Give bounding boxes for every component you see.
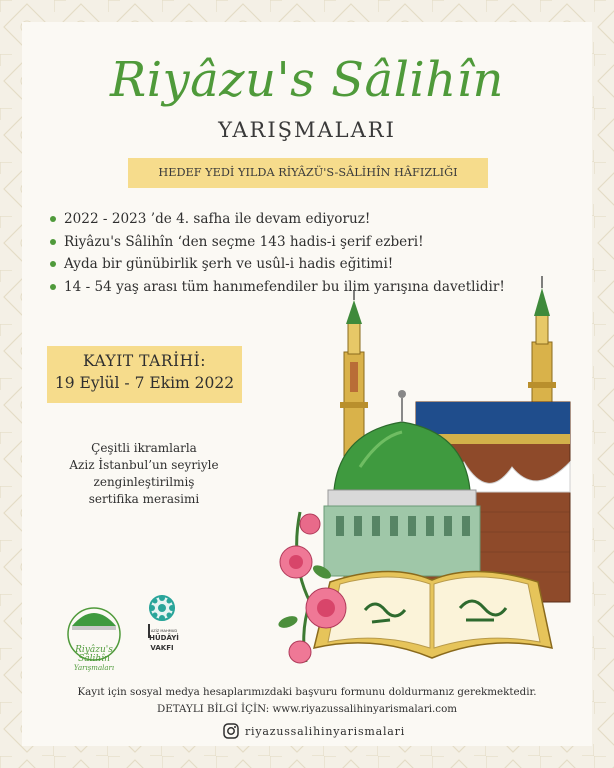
svg-text:VAKFI: VAKFI — [150, 644, 174, 652]
list-item: Riyâzu's Sâlihîn ‘den seçme 143 hadis-i şerif ezberi! — [50, 231, 505, 254]
list-item: 14 - 54 yaş arası tüm hanımefendiler bu ilim yarışına davetlidir! — [50, 276, 505, 299]
instagram-icon — [223, 723, 239, 739]
footer-website-link[interactable]: DETAYLI BİLGİ İÇİN: www.riyazussalihinyarismalari.com — [156, 703, 458, 715]
bullet-dot-icon — [50, 261, 56, 267]
ceremony-description: Çeşitli ikramlarla Aziz İstanbul’un seyriyle zenginleştirilmiş sertifika merasimi — [69, 441, 219, 506]
riyazus-salihin-logo — [64, 594, 124, 674]
subtitle: YARIŞMALARI — [218, 118, 396, 142]
svg-text:Yarışmaları: Yarışmaları — [73, 664, 115, 672]
registration-label: KAYIT TARİHİ: — [83, 352, 206, 370]
mosque-kaaba-illustration — [270, 262, 590, 672]
footer-info: Kayıt için sosyal medya hesaplarımızdaki başvuru formunu doldurmanız gerekmektedir. — [77, 686, 537, 698]
list-item: Ayda bir günübirlik şerh ve usûl-i hadis eğitimi! — [50, 253, 505, 276]
instagram-handle-text: riyazussalihinyarismalari — [245, 724, 406, 738]
open-quran-icon — [314, 571, 552, 658]
hudayi-vakfi-logo — [140, 592, 184, 654]
registration-dates: 19 Eylül - 7 Ekim 2022 — [54, 374, 235, 392]
registration-box — [47, 346, 242, 403]
list-item: 2022 - 2023 ’de 4. safha ile devam ediyoruz! — [50, 208, 505, 231]
svg-text:AZİZ MAHMUD: AZİZ MAHMUD — [150, 629, 178, 633]
bullet-dot-icon — [50, 284, 56, 290]
bullet-dot-icon — [50, 239, 56, 245]
title: Riyâzu's Sâlihîn — [110, 52, 504, 108]
svg-text:Riyâzu's: Riyâzu's — [75, 645, 113, 655]
goal-banner: HEDEF YEDİ YILDA RİYÂZÜ'S-SÂLİHÎN HÂFIZLIĞI — [128, 158, 488, 188]
bullet-dot-icon — [50, 216, 56, 222]
instagram-handle[interactable] — [223, 722, 405, 740]
svg-text:Sâlihîn: Sâlihîn — [78, 654, 110, 664]
svg-text:HÜDÂYİ: HÜDÂYİ — [149, 634, 179, 642]
